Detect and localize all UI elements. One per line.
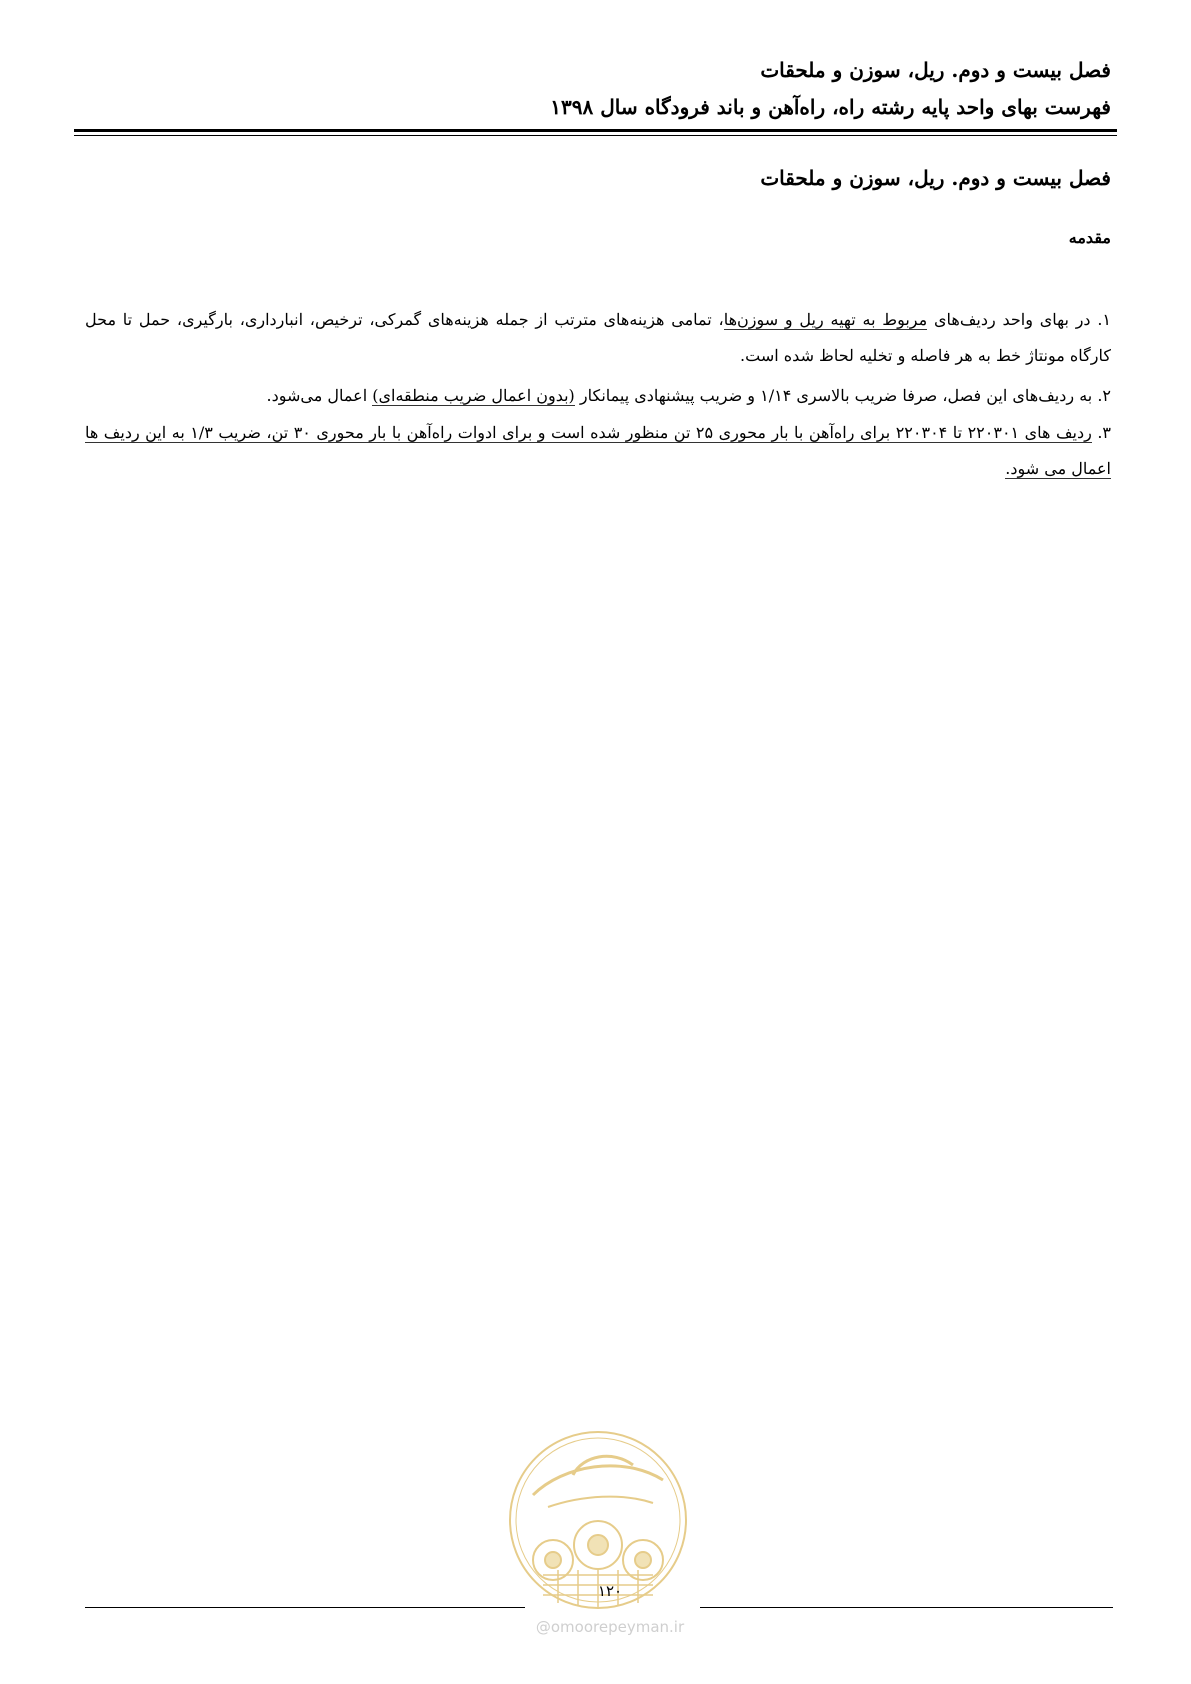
footer-rule-right — [700, 1607, 1113, 1608]
subheading-introduction: مقدمه — [1068, 228, 1111, 247]
paragraph-3 — [85, 415, 1111, 487]
section-title: فصل بیست و دوم. ریل، سوزن و ملحقات — [760, 166, 1111, 190]
paragraph-2-tail: اعمال می‌شود. — [266, 386, 373, 405]
header-catalog-title: فهرست بهای واحد پایه رشته راه، راه‌آهن و باند فرودگاه سال ۱۳۹۸ — [550, 95, 1111, 119]
paragraph-2-underlined: (بدون اعمال ضریب منطقه‌ای) — [372, 386, 575, 405]
header-chapter-title: فصل بیست و دوم. ریل، سوزن و ملحقات — [760, 58, 1111, 82]
paragraph-1 — [85, 302, 1111, 374]
header-rule-thin — [74, 135, 1117, 136]
paragraph-2 — [85, 378, 1111, 414]
page-number: ۱۲۰ — [597, 1582, 623, 1600]
footer-rule-left — [85, 1607, 525, 1608]
header-rule-thick — [74, 129, 1117, 132]
paragraph-3-lead: ۳. — [1091, 423, 1111, 442]
paragraph-3-underlined: ردیف های ۲۲۰۳۰۱ تا ۲۲۰۳۰۴ برای راه‌آهن با بار محوری ۲۵ تن منظور شده است و برای ادوات راه‌آهن با بار محوری ۳۰ تن، ضریب ۱/۳ به این ردیف ها اعمال می شود. — [85, 423, 1111, 478]
paragraph-1-underlined: مربوط به تهیه ریل و سوزن‌ها — [723, 310, 928, 329]
paragraph-1-tail: ، تمامی هزینه‌های مترتب از جمله هزینه‌های گمرکی، ترخیص، انبارداری، بارگیری، حمل تا محل کارگاه مونتاژ خط به هر فاصله و تخلیه لحاظ شده است. — [85, 310, 1111, 365]
watermark-handle: @omoorepeyman.ir — [535, 1618, 685, 1636]
paragraph-1-lead: ۱. در بهای واحد ردیف‌های — [927, 310, 1111, 329]
paragraph-2-lead: ۲. به ردیف‌های این فصل، صرفا ضریب بالاسری ۱/۱۴ و ضریب پیشنهادی پیمانکار — [574, 386, 1111, 405]
